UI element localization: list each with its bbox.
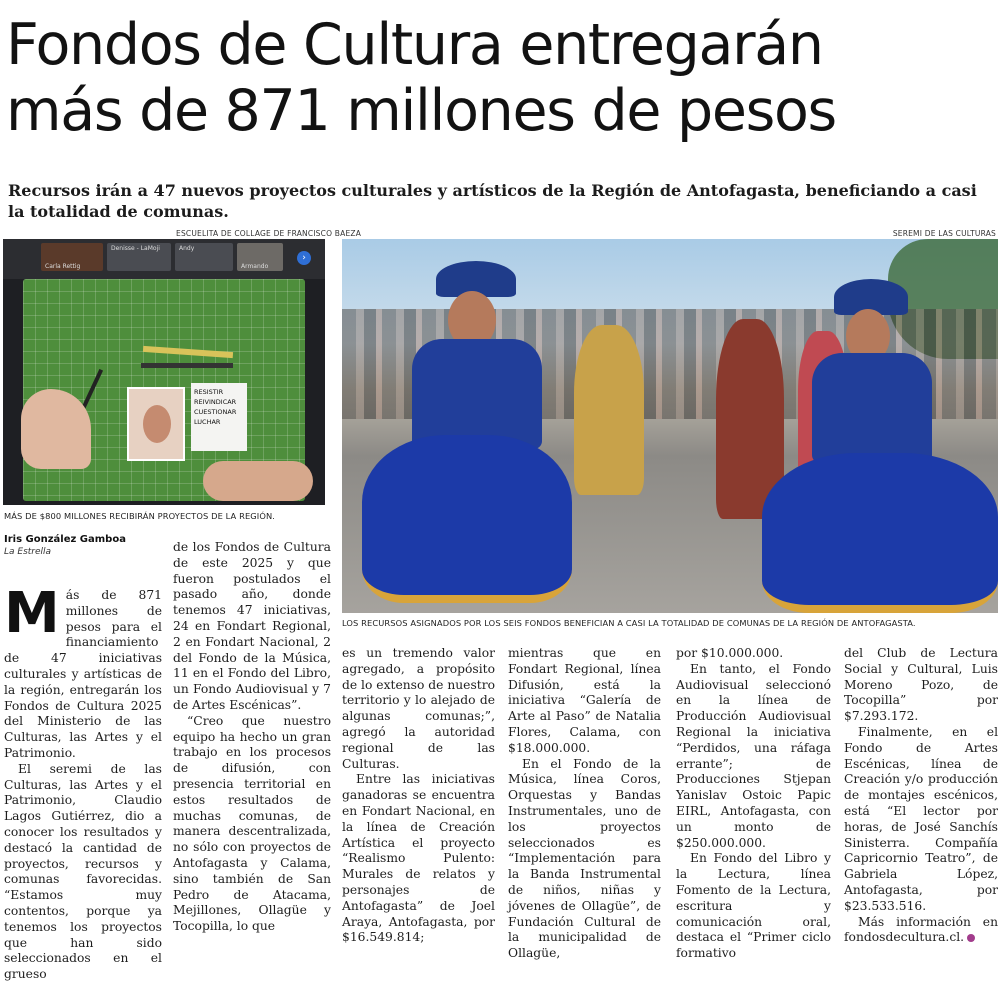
handwritten-note: RESISTIR REIVINDICAR CUESTIONAR LUCHAR	[191, 383, 247, 451]
participant-name: Andy	[179, 245, 195, 252]
deck: Recursos irán a 47 nuevos proyectos culturales y artísticos de la Región de Antofagasta, beneficiando a casi la totalidad de comunas.	[8, 181, 977, 221]
article-paragraph: del Club de Lectura Social y Cultural, Luis Moreno Pozo, de Tocopilla” por $7.293.172.	[844, 646, 998, 724]
headline	[6, 12, 996, 144]
participant-tile	[237, 243, 283, 271]
participant-tile	[175, 243, 233, 271]
article-column-4	[508, 646, 661, 962]
photo-credit-collage: ESCUELITA DE COLLAGE DE FRANCISCO BAEZA	[176, 229, 362, 238]
end-of-article-icon	[967, 934, 975, 942]
article-paragraph: mientras que en Fondart Regional, línea Difusión, está la iniciativa “Galería de Arte al Paso” de Natalia Flores, Calama, con $18.000.000.	[508, 646, 661, 755]
participant-tile	[107, 243, 171, 271]
article-paragraph: de los Fondos de Cultura de este 2025 y que fueron postulados el pasado año, donde tenemos 47 iniciativas, 24 en Fondart Regional, 2 en Fondart Nacional, 2 del Fondo de la Música, 11 en el Fondo del Libro, un Fondo Audiovisual y 7 de Artes Escénicas”.	[173, 540, 331, 712]
hand	[21, 389, 91, 469]
article-column-1	[4, 581, 162, 983]
article-column-2	[173, 540, 331, 935]
article-paragraph: Más de 871 millones de pesos para el financiamiento de 47 iniciativas culturales y artísticas de la región, entregarán los Fondos de Cultura 2025 del Ministerio de las Culturas, las Artes y el Patrimonio.	[4, 581, 162, 760]
collage-face-card	[127, 387, 185, 461]
dancers-photo	[342, 239, 998, 613]
dancer	[574, 325, 644, 495]
article-paragraph: Más información en fondosdecultura.cl.	[844, 914, 998, 945]
video-call-bar	[3, 239, 325, 279]
next-page-icon: ›	[297, 251, 311, 265]
participant-name: Armando	[241, 263, 269, 270]
article-paragraph: Finalmente, en el Fondo de Artes Escénicas, línea de Creación y/o producción de montajes escénicos, está “El lector por horas, de José Sanchís Sinisterra. Compañía Capricornio Teatro”, de Gabriela López, Antofagasta, por $23.533.516.	[844, 724, 998, 913]
participant-name: Carla Rettig	[45, 263, 81, 270]
photo-caption-dancers: LOS RECURSOS ASIGNADOS POR LOS SEIS FONDOS BENEFICIAN A CASI LA TOTALIDAD DE COMUNAS DE LA REGIÓN DE ANTOFAGASTA.	[342, 618, 916, 628]
participant-name: Denisse - LaMoji	[111, 245, 160, 252]
collage-workshop-photo	[3, 239, 325, 505]
article-paragraph: es un tremendo valor agregado, a propósito de lo extenso de nuestro territorio y lo alejado de algunas comunas;”, agregó la autoridad regional de las Culturas.	[342, 646, 495, 771]
article-paragraph: En el Fondo de la Música, línea Coros, Orquestas y Bandas Instrumentales, uno de los proyectos seleccionados es “Implementación para la Banda Instrumental de niños, niñas y jóvenes de Ollagüe”, de Fundación Cultural de la municipalidad de Ollagüe,	[508, 756, 661, 961]
article-paragraph: “Creo que nuestro equipo ha hecho un gran trabajo en los procesos de difusión, con presencia territorial en estos resultados de muchas comunas, de manera descentralizada, no sólo con proyectos de Antofagasta y Calama, sino también de San Pedro de Atacama, Mejillones, Ollagüe y Tocopilla, lo que	[173, 713, 331, 934]
pencil	[143, 346, 233, 358]
article-column-3	[342, 646, 495, 946]
photo-credit-dancers: SEREMI DE LAS CULTURAS	[892, 229, 996, 238]
photo-caption-collage: MÁS DE $800 MILLONES RECIBIRÁN PROYECTOS DE LA REGIÓN.	[4, 511, 276, 521]
author-name: Iris González Gamboa	[4, 534, 126, 545]
article-paragraph: En Fondo del Libro y la Lectura, línea Fomento de la Lectura, escritura y comunicación oral, destaca el “Primer ciclo formativo	[676, 851, 831, 961]
headline-line-2: más de 871 millones de pesos	[6, 78, 836, 144]
outlet-name: La Estrella	[4, 547, 52, 557]
headline-line-1: Fondos de Cultura entregarán	[6, 12, 823, 78]
participant-tile	[41, 243, 103, 271]
article-column-5	[676, 646, 831, 962]
hand	[203, 461, 313, 501]
article-paragraph: por $10.000.000.	[676, 646, 784, 660]
article-paragraph: En tanto, el Fondo Audiovisual seleccionó en la línea de Producción Audiovisual Regional la iniciativa “Perdidos, una ráfaga errante”; de Producciones Stjepan Yanislav Ostoic Papic EIRL, Antofagasta, con un monto de $250.000.000.	[676, 661, 831, 850]
article-paragraph: Entre las iniciativas ganadoras se encuentra en Fondart Nacional, en la línea de Creación Artística el proyecto “Realismo Pulento: Murales de relatos y personajes de Antofagasta” de Joel Araya, Antofagasta, por $16.549.814;	[342, 772, 495, 945]
article-paragraph: El seremi de las Culturas, las Artes y el Patrimonio, Claudio Lagos Gutiérrez, dio a conocer los resultados y destacó la cantidad de proyectos, recursos y comunas favorecidas. “Estamos muy contentos, porque ya tenemos los proyectos que han sido seleccionados en el grueso	[4, 761, 162, 982]
pen	[141, 363, 233, 368]
article-column-6	[844, 646, 998, 946]
drop-cap: M	[4, 581, 60, 646]
